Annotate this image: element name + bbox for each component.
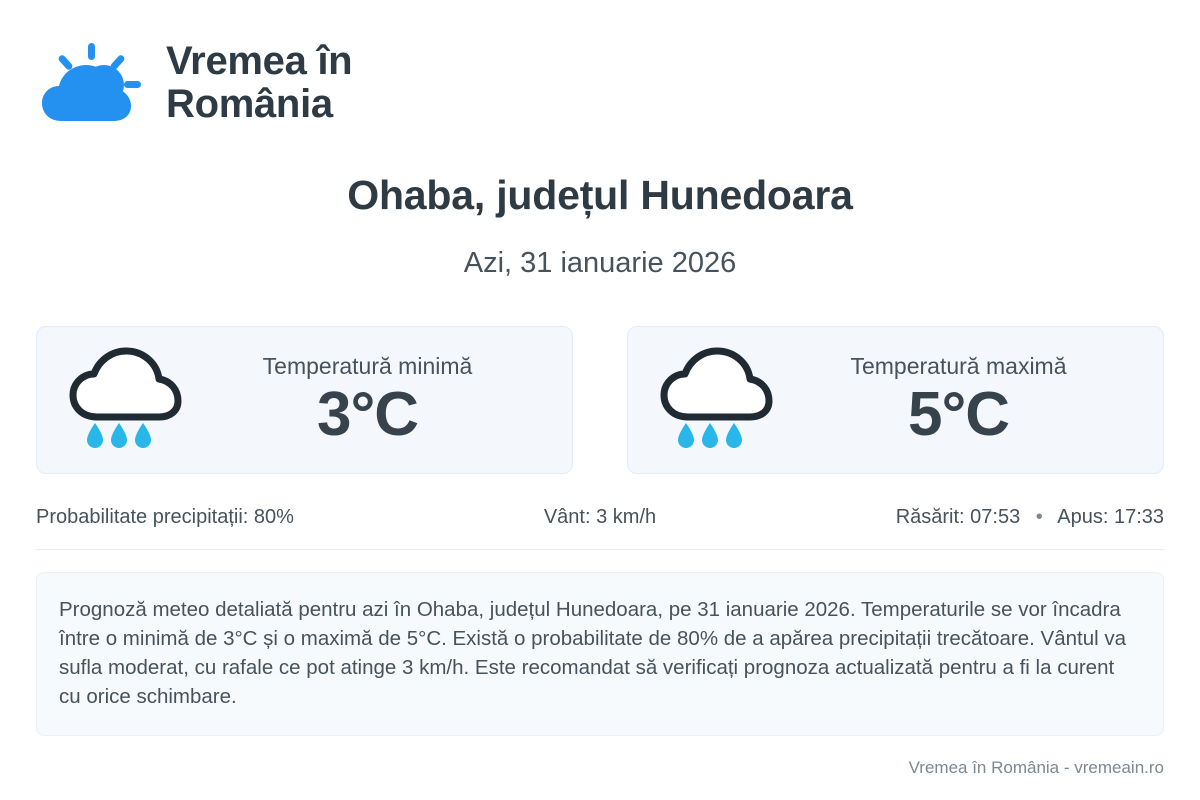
min-temperature-label: Temperatură minimă	[262, 352, 473, 379]
page-title: Ohaba, județul Hunedoara	[347, 172, 853, 218]
min-temperature-value: 3°C	[316, 379, 419, 449]
sun-behind-cloud-icon	[36, 37, 148, 129]
min-temperature-card	[36, 326, 573, 474]
sunrise-value: Răsărit: 07:53	[895, 506, 1021, 528]
footer-credit: Vremea în România - vremeain.ro	[908, 758, 1164, 777]
precipitation-metric: Probabilitate precipitații: 80%	[36, 506, 294, 528]
sunset-value: Apus: 17:33	[1057, 506, 1164, 528]
min-temperature-text	[183, 353, 546, 447]
forecast-summary: Prognoză meteo detaliată pentru azi în Ohaba, județul Hunedoara, pe 31 ianuarie 2026. Temperaturile se vor încadra între o minimă de 3°C și o maximă de 5°C. Există o probabilitate de 80% de a apărea precipitații trecătoare. Vântul va sufla moderat, cu rafale ce pot atinge 3 km/h. Este recomandat să verificați prognoza actualizată pentru a fi la curent cu orice schimbare.	[36, 572, 1164, 736]
sun-times-metric	[780, 506, 1164, 529]
wind-metric: Vânt: 3 km/h	[543, 506, 657, 528]
max-temperature-card	[627, 326, 1164, 474]
brand-header	[36, 0, 1164, 126]
max-temperature-label: Temperatură maximă	[850, 352, 1067, 379]
metrics-row	[36, 506, 1164, 550]
cloud-with-rain-icon	[63, 345, 183, 455]
page-date: Azi, 31 ianuarie 2026	[463, 247, 737, 279]
brand-title: Vremea în România	[166, 38, 353, 126]
max-temperature-text	[774, 353, 1137, 447]
temperature-cards	[36, 326, 1164, 474]
cloud-with-rain-icon	[654, 345, 774, 455]
metric-separator: •	[1035, 506, 1043, 528]
max-temperature-value: 5°C	[907, 379, 1010, 449]
